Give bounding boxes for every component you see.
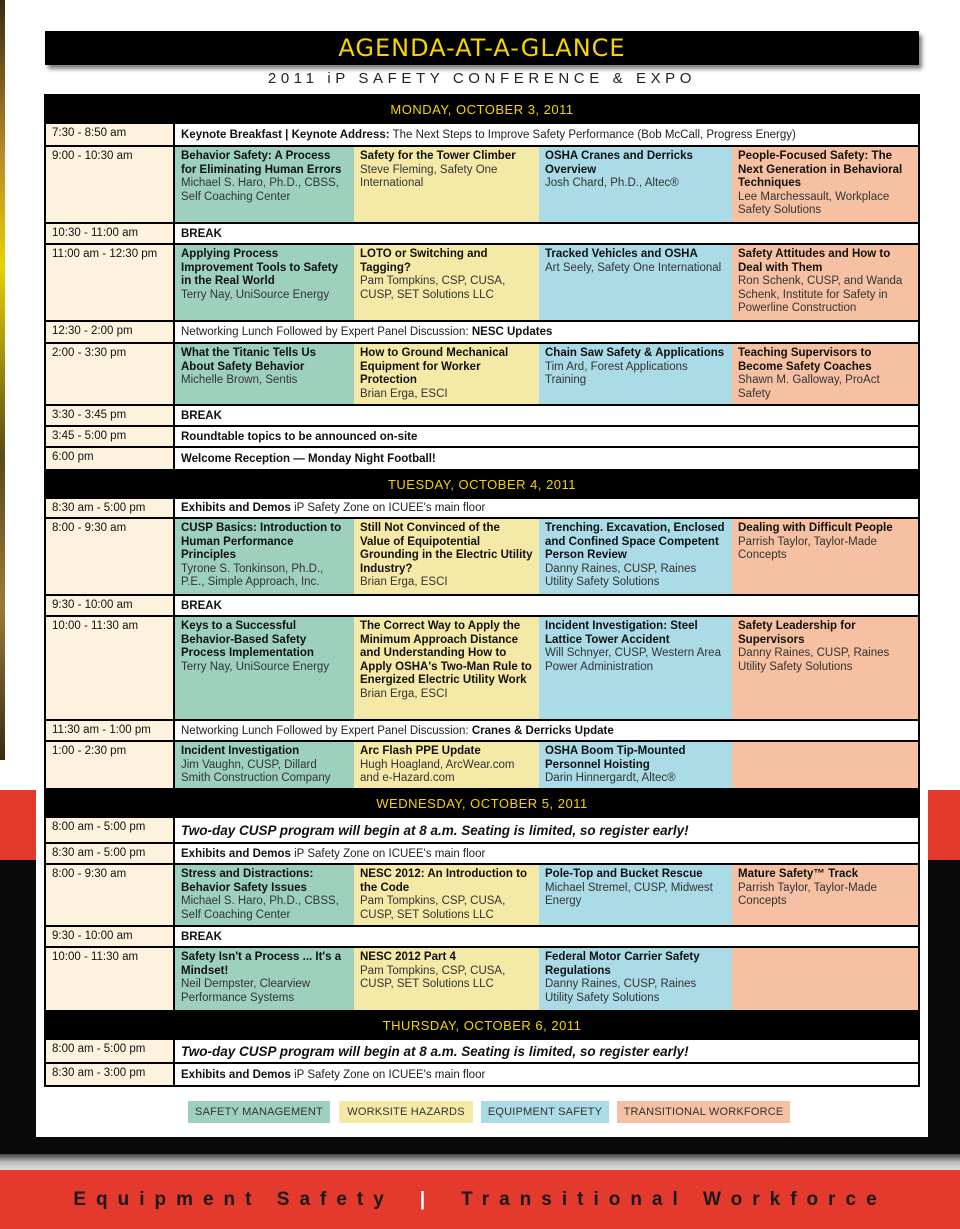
- table-row: [46, 1038, 918, 1062]
- session-presenter: Pam Tompkins, CSP, CUSA, CUSP, SET Solutions LLC: [360, 964, 506, 991]
- session-presenter: Brian Erga, ESCI: [360, 387, 448, 400]
- session-bold: Welcome Reception — Monday Night Football!: [181, 452, 436, 465]
- table-row: [46, 517, 918, 594]
- session-full: [175, 844, 918, 863]
- left-edge-strip: [0, 0, 5, 760]
- cusp-notice: Two-day CUSP program will begin at 8 a.m. Seating is limited, so register early!: [181, 822, 689, 838]
- table-row: [46, 446, 918, 469]
- time-cell: 9:00 - 10:30 am: [46, 147, 175, 222]
- session-equipment-safety: [539, 344, 732, 404]
- session-title: Arc Flash PPE Update: [360, 745, 481, 757]
- session-title: Incident Investigation: [181, 745, 300, 757]
- session-transitional-workforce: [732, 344, 918, 404]
- session-transitional-workforce: [732, 147, 918, 222]
- session-title: Tracked Vehicles and OSHA: [545, 248, 698, 260]
- session-presenter: Michelle Brown, Sentis: [181, 374, 298, 387]
- agenda-table: [44, 94, 920, 1087]
- footer-left-text: Equipment Safety: [73, 1188, 394, 1210]
- time-cell: 11:30 am - 1:00 pm: [46, 721, 175, 740]
- time-cell: 6:00 pm: [46, 448, 175, 469]
- time-cell: 10:30 - 11:00 am: [46, 224, 175, 243]
- session-title: How to Ground Mechanical Equipment for Worker Protection: [360, 347, 509, 387]
- session-bold: BREAK: [181, 599, 222, 612]
- table-row: [46, 816, 918, 842]
- session-bold: NESC Updates: [471, 326, 553, 338]
- session-title: Still Not Convinced of the Value of Equipotential Grounding in the Electric Utility Industry?: [360, 522, 533, 575]
- session-safety-management: [175, 245, 354, 320]
- session-presenter: Jim Vaughn, CUSP, Dillard Smith Construction Company: [181, 758, 331, 785]
- session-text: iP Safety Zone on ICUEE's main floor: [290, 1068, 486, 1081]
- time-cell: 9:30 - 10:00 am: [46, 927, 175, 946]
- session-full: [175, 721, 918, 740]
- session-worksite-hazards: [354, 344, 539, 404]
- session-worksite-hazards: [354, 948, 539, 1010]
- time-cell: 3:30 - 3:45 pm: [46, 406, 175, 425]
- table-row: [46, 404, 918, 425]
- session-title: Behavior Safety: A Process for Eliminating Human Errors: [181, 150, 342, 176]
- session-transitional-workforce: [732, 948, 918, 1010]
- table-row: [46, 594, 918, 615]
- session-worksite-hazards: [354, 617, 539, 719]
- session-title: Chain Saw Safety & Applications: [545, 347, 725, 359]
- time-cell: 9:30 - 10:00 am: [46, 596, 175, 615]
- session-transitional-workforce: [732, 519, 918, 594]
- session-worksite-hazards: [354, 245, 539, 320]
- session-safety-management: [175, 147, 354, 222]
- session-full: [175, 499, 918, 517]
- legend-safety-management: SAFETY MANAGEMENT: [188, 1101, 330, 1123]
- footer-gradient-band: [0, 1154, 960, 1170]
- table-row: [46, 342, 918, 404]
- legend-worksite-hazards: WORKSITE HAZARDS: [339, 1101, 473, 1123]
- session-safety-management: [175, 865, 354, 925]
- time-cell: 3:45 - 5:00 pm: [46, 427, 175, 446]
- session-presenter: Tim Ard, Forest Applications Training: [545, 360, 688, 387]
- session-full: [175, 427, 918, 446]
- footer-right-text: Transitional Workforce: [461, 1188, 887, 1210]
- session-title: Stress and Distractions: Behavior Safety Issues: [181, 868, 314, 894]
- table-row: [46, 863, 918, 925]
- table-row: [46, 320, 918, 342]
- session-worksite-hazards: [354, 147, 539, 222]
- background-red-right: [928, 790, 960, 860]
- session-equipment-safety: [539, 147, 732, 222]
- session-title: Pole-Top and Bucket Rescue: [545, 868, 703, 880]
- session-text: The Next Steps to Improve Safety Performance (Bob McCall, Progress Energy): [389, 128, 796, 141]
- table-row: [46, 243, 918, 320]
- session-bold: Exhibits and Demos: [181, 502, 291, 514]
- session-title: Applying Process Improvement Tools to Safety in the Real World: [181, 248, 338, 288]
- session-presenter: Pam Tompkins, CSP, CUSA, CUSP, SET Solutions LLC: [360, 895, 506, 921]
- session-presenter: Tyrone S. Tonkinson, Ph.D., P.E., Simple Approach, Inc.: [181, 562, 324, 589]
- session-text: Networking Lunch Followed by Expert Panel Discussion:: [181, 326, 472, 338]
- session-worksite-hazards: [354, 742, 539, 788]
- table-row: [46, 497, 918, 517]
- session-presenter: Josh Chard, Ph.D., Altec®: [545, 177, 679, 190]
- session-full: [175, 1040, 918, 1062]
- legend-transitional-workforce: TRANSITIONAL WORKFORCE: [617, 1101, 790, 1123]
- session-title: Incident Investigation: Steel Lattice Tower Accident: [545, 620, 698, 646]
- session-presenter: Danny Raines, CUSP, Raines Utility Safety Solutions: [738, 647, 890, 673]
- session-presenter: Brian Erga, ESCI: [360, 576, 448, 589]
- session-bold: Exhibits and Demos: [181, 1068, 291, 1081]
- footer-banner: [0, 1170, 960, 1229]
- session-equipment-safety: [539, 865, 732, 925]
- session-equipment-safety: [539, 519, 732, 594]
- session-title: The Correct Way to Apply the Minimum Approach Distance and Understanding How to Apply OSHA's Two-Man Rule to Energized Electric Utility Work: [360, 620, 532, 687]
- cusp-notice: Two-day CUSP program will begin at 8 a.m. Seating is limited, so register early!: [181, 1043, 689, 1059]
- session-bold: BREAK: [181, 409, 222, 422]
- session-title: Safety for the Tower Climber: [360, 150, 516, 162]
- session-presenter: Will Schnyer, CUSP, Western Area Power Administration: [545, 647, 721, 673]
- session-transitional-workforce: [732, 617, 918, 719]
- session-full: [175, 322, 918, 342]
- time-cell: 8:30 am - 3:00 pm: [46, 1064, 175, 1085]
- session-full: [175, 224, 918, 243]
- session-presenter: Art Seely, Safety One International: [545, 261, 722, 274]
- session-presenter: Terry Nay, UniSource Energy: [181, 288, 330, 301]
- table-row: [46, 145, 918, 222]
- session-presenter: Michael S. Haro, Ph.D., CBSS, Self Coaching Center: [181, 895, 339, 921]
- session-presenter: Neil Dempster, Clearview Performance Systems: [181, 978, 311, 1004]
- session-title: Trenching. Excavation, Enclosed and Confined Space Competent Person Review: [545, 522, 725, 562]
- session-full: [175, 818, 918, 842]
- session-presenter: Steve Fleming, Safety One International: [360, 163, 498, 190]
- session-full: [175, 596, 918, 615]
- session-transitional-workforce: [732, 742, 918, 788]
- day-header-wednesday: WEDNESDAY, OCTOBER 5, 2011: [46, 788, 918, 816]
- day-header-tuesday: TUESDAY, OCTOBER 4, 2011: [46, 469, 918, 497]
- session-title: Safety Attitudes and How to Deal with Them: [738, 248, 891, 274]
- session-equipment-safety: [539, 245, 732, 320]
- session-presenter: Parrish Taylor, Taylor-Made Concepts: [738, 535, 877, 562]
- day-header-thursday: THURSDAY, OCTOBER 6, 2011: [46, 1010, 918, 1038]
- session-bold: Exhibits and Demos: [181, 847, 291, 860]
- session-worksite-hazards: [354, 865, 539, 925]
- table-row: [46, 222, 918, 243]
- session-presenter: Hugh Hoagland, ArcWear.com and e-Hazard.com: [360, 758, 515, 785]
- page-subtitle: 2011 iP SAFETY CONFERENCE & EXPO: [267, 70, 697, 87]
- session-equipment-safety: [539, 742, 732, 788]
- session-presenter: Shawn M. Galloway, ProAct Safety: [738, 374, 880, 400]
- session-title: Dealing with Difficult People: [738, 522, 893, 534]
- session-full: [175, 448, 918, 469]
- time-cell: 8:00 - 9:30 am: [46, 519, 175, 594]
- table-row: [46, 425, 918, 446]
- session-title: Safety Isn't a Process ... It's a Mindset!: [181, 951, 342, 977]
- time-cell: 8:00 am - 5:00 pm: [46, 818, 175, 842]
- session-bold: Roundtable topics to be announced on-site: [181, 430, 418, 443]
- session-presenter: Michael S. Haro, Ph.D., CBSS, Self Coaching Center: [181, 177, 339, 203]
- session-title: NESC 2012 Part 4: [360, 951, 456, 963]
- session-equipment-safety: [539, 948, 732, 1010]
- title-bar: [45, 31, 919, 65]
- time-cell: 10:00 - 11:30 am: [46, 617, 175, 719]
- time-cell: 1:00 - 2:30 pm: [46, 742, 175, 788]
- time-cell: 8:00 am - 5:00 pm: [46, 1040, 175, 1062]
- time-cell: 11:00 am - 12:30 pm: [46, 245, 175, 320]
- session-title: OSHA Boom Tip-Mounted Personnel Hoisting: [545, 745, 686, 771]
- time-cell: 10:00 - 11:30 am: [46, 948, 175, 1010]
- session-transitional-workforce: [732, 865, 918, 925]
- table-row: [46, 122, 918, 145]
- time-cell: 8:00 - 9:30 am: [46, 865, 175, 925]
- session-full: [175, 927, 918, 946]
- table-row: [46, 1062, 918, 1085]
- session-title: Keys to a Successful Behavior-Based Safety Process Implementation: [181, 620, 314, 660]
- time-cell: 2:00 - 3:30 pm: [46, 344, 175, 404]
- session-title: OSHA Cranes and Derricks Overview: [545, 150, 693, 176]
- session-full: [175, 406, 918, 425]
- session-safety-management: [175, 519, 354, 594]
- time-cell: 7:30 - 8:50 am: [46, 124, 175, 145]
- session-transitional-workforce: [732, 245, 918, 320]
- session-title: Teaching Supervisors to Become Safety Coaches: [738, 347, 872, 373]
- session-presenter: Danny Raines, CUSP, Raines Utility Safety Solutions: [545, 562, 697, 589]
- session-safety-management: [175, 948, 354, 1010]
- session-title: CUSP Basics: Introduction to Human Performance Principles: [181, 522, 342, 562]
- session-text: Networking Lunch Followed by Expert Panel Discussion:: [181, 724, 472, 737]
- session-title: People-Focused Safety: The Next Generation in Behavioral Techniques: [738, 150, 903, 190]
- session-presenter: Ron Schenk, CUSP, and Wanda Schenk, Institute for Safety in Powerline Construction: [738, 275, 903, 315]
- table-row: [46, 719, 918, 740]
- session-presenter: Danny Raines, CUSP, Raines Utility Safety Solutions: [545, 978, 697, 1004]
- session-title: NESC 2012: An Introduction to the Code: [360, 868, 527, 894]
- session-title: Mature Safety™ Track: [738, 868, 859, 880]
- session-safety-management: [175, 742, 354, 788]
- session-presenter: Lee Marchessault, Workplace Safety Solutions: [738, 190, 890, 217]
- session-worksite-hazards: [354, 519, 539, 594]
- time-cell: 8:30 am - 5:00 pm: [46, 844, 175, 863]
- session-bold: Keynote Breakfast | Keynote Address:: [181, 128, 390, 141]
- session-title: Federal Motor Carrier Safety Regulations: [545, 951, 700, 977]
- session-safety-management: [175, 617, 354, 719]
- session-text: iP Safety Zone on ICUEE's main floor: [290, 847, 486, 860]
- table-row: [46, 946, 918, 1010]
- session-text: iP Safety Zone on ICUEE's main floor: [290, 502, 486, 514]
- session-safety-management: [175, 344, 354, 404]
- session-bold: BREAK: [181, 227, 222, 240]
- session-presenter: Brian Erga, ESCI: [360, 687, 448, 700]
- session-equipment-safety: [539, 617, 732, 719]
- day-header-monday: MONDAY, OCTOBER 3, 2011: [390, 101, 574, 117]
- table-row: [46, 925, 918, 946]
- session-presenter: Michael Stremel, CUSP, Midwest Energy: [545, 881, 713, 908]
- session-bold: Cranes & Derricks Update: [471, 724, 614, 737]
- session-presenter: Parrish Taylor, Taylor-Made Concepts: [738, 881, 877, 908]
- legend-equipment-safety: EQUIPMENT SAFETY: [481, 1101, 609, 1123]
- table-row: [46, 842, 918, 863]
- session-presenter: Pam Tompkins, CSP, CUSA, CUSP, SET Solutions LLC: [360, 275, 506, 301]
- table-row: [46, 740, 918, 788]
- time-cell: 12:30 - 2:00 pm: [46, 322, 175, 342]
- session-full: [175, 124, 918, 145]
- background-red-left: [0, 790, 36, 860]
- session-full: [175, 1064, 918, 1085]
- table-row: [46, 615, 918, 719]
- session-title: LOTO or Switching and Tagging?: [360, 248, 488, 274]
- session-title: Safety Leadership for Supervisors: [738, 620, 856, 646]
- time-cell: 8:30 am - 5:00 pm: [46, 499, 175, 517]
- session-presenter: Terry Nay, UniSource Energy: [181, 660, 330, 673]
- page-title: AGENDA-AT-A-GLANCE: [338, 34, 626, 62]
- session-title: What the Titanic Tells Us About Safety Behavior: [181, 347, 317, 373]
- footer-separator: |: [419, 1188, 436, 1210]
- session-presenter: Darin Hinnergardt, Altec®: [545, 772, 676, 785]
- session-bold: BREAK: [181, 930, 222, 943]
